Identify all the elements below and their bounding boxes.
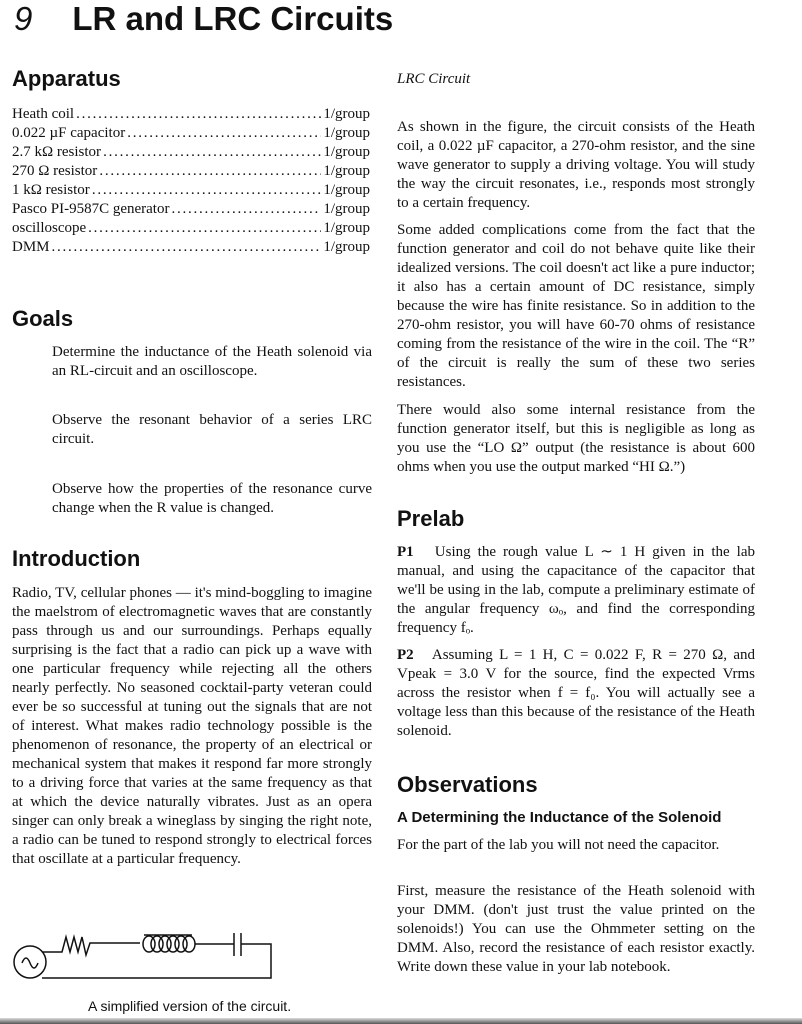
apparatus-qty: 1/group bbox=[323, 239, 370, 255]
goal-item: Observe the resonant behavior of a series LRC circuit. bbox=[52, 412, 372, 447]
page-edge bbox=[0, 1018, 802, 1024]
dot-leader bbox=[171, 200, 321, 219]
lrc-paragraph: Some added complications come from the fact that the function generator and coil do not behave quite like their idealized versions. The coil doesn't act like a pure inductor; it also has a certain amount of DC resistance, simply because the wire has finite resistance. So in addition to the 270-ohm resistor, you will have 60-70 ohms of resistance coming from the resistance of the wire in the coil. The “R” of the circuit is really the sum of these two series resistances. bbox=[397, 222, 755, 390]
apparatus-item bbox=[12, 124, 370, 143]
apparatus-item bbox=[12, 200, 370, 219]
circuit-diagram bbox=[12, 925, 282, 985]
apparatus-item bbox=[12, 238, 370, 257]
dot-leader bbox=[76, 105, 321, 124]
observations-paragraph: First, measure the resistance of the Heath solenoid with your DMM. (don't just trust the value printed on the solenoids!) You can use the Ohmmeter setting on the DMM. Also, record the resistance of each resistor exactly. Write down these value in your lab notebook. bbox=[397, 883, 755, 975]
goals-heading: Goals bbox=[12, 306, 74, 331]
dot-leader bbox=[52, 238, 322, 257]
goal-item: Determine the inductance of the Heath solenoid via an RL-circuit and an oscilloscope. bbox=[52, 344, 372, 379]
prelab-item-p1: P1 Using the rough value L ∼ 1 H given in the lab manual, and using the capacitance of the capacitor that we'll be using in the lab, compute a preliminary estimate of the angular frequency ωₒ, and find the corresponding frequency fₒ. bbox=[397, 544, 756, 636]
apparatus-name: 0.022 µF capacitor bbox=[12, 125, 126, 141]
prelab-item-p2: P2 Assuming L = 1 H, C = 0.022 F, R = 270 Ω, and Vpeak = 3.0 V for the source, find the expected Vrms across the resistor when f = f₀. You will actually see a voltage less than this because of the resistance of the Heath solenoid. bbox=[397, 647, 755, 739]
apparatus-qty: 1/group bbox=[323, 106, 370, 122]
chapter-title: 9 LR and LRC Circuits bbox=[14, 0, 394, 37]
capacitor-icon bbox=[234, 933, 241, 956]
apparatus-name: 1 kΩ resistor bbox=[12, 182, 90, 198]
apparatus-qty: 1/group bbox=[323, 220, 370, 236]
dot-leader bbox=[88, 219, 321, 238]
apparatus-heading: Apparatus bbox=[12, 66, 121, 91]
apparatus-name: Pasco PI-9587C generator bbox=[12, 201, 170, 217]
apparatus-item bbox=[12, 143, 370, 162]
apparatus-qty: 1/group bbox=[323, 125, 370, 141]
apparatus-list bbox=[12, 105, 370, 257]
apparatus-item bbox=[12, 105, 370, 124]
resistor-icon bbox=[42, 937, 140, 955]
dot-leader bbox=[103, 143, 321, 162]
apparatus-item bbox=[12, 162, 370, 181]
apparatus-item bbox=[12, 219, 370, 238]
sine-wave-icon bbox=[22, 958, 38, 968]
apparatus-name: 2.7 kΩ resistor bbox=[12, 144, 102, 160]
apparatus-item bbox=[12, 181, 370, 200]
lrc-paragraph: There would also some internal resistance from the function generator itself, but this is negligible as long as you use the “LO Ω” output (the resistance is about 600 ohms when you use the output marked “HI Ω.”) bbox=[397, 402, 755, 475]
apparatus-name: Heath coil bbox=[12, 106, 75, 122]
apparatus-name: 270 Ω resistor bbox=[12, 163, 98, 179]
dot-leader bbox=[99, 162, 321, 181]
apparatus-qty: 1/group bbox=[323, 182, 370, 198]
apparatus-name: DMM bbox=[12, 239, 50, 255]
observations-heading: Observations bbox=[397, 772, 538, 797]
observations-paragraph: For the part of the lab you will not need the capacitor. bbox=[397, 837, 720, 853]
dot-leader bbox=[92, 181, 322, 200]
dot-leader bbox=[127, 124, 321, 143]
introduction-heading: Introduction bbox=[12, 546, 141, 571]
lrc-heading: LRC Circuit bbox=[397, 71, 471, 87]
apparatus-qty: 1/group bbox=[323, 144, 370, 160]
goal-item: Observe how the properties of the resonance curve change when the R value is changed. bbox=[52, 481, 372, 516]
apparatus-name: oscilloscope bbox=[12, 220, 87, 236]
inductor-icon bbox=[143, 935, 195, 952]
apparatus-qty: 1/group bbox=[323, 163, 370, 179]
prelab-heading: Prelab bbox=[397, 506, 465, 531]
lrc-paragraph: As shown in the figure, the circuit consists of the Heath coil, a 0.022 µF capacitor, a 270-ohm resistor, and the sine wave generator to supply a driving voltage. You will study the way the circuit resonates, i.e., responds most strongly to a certain frequency. bbox=[397, 119, 755, 211]
apparatus-qty: 1/group bbox=[323, 201, 370, 217]
figure-caption: A simplified version of the circuit. bbox=[88, 998, 292, 1014]
introduction-text: Radio, TV, cellular phones — it's mind-boggling to imagine the maelstrom of electromagnetic waves that are constantly pass through us and our surroundings. Perhaps equally surprising is the fact that a radio can pick up a wave with one particular frequency while rejecting all the others nearly perfectly. No seasoned cocktail-party veteran could ever be so successful at tuning out the signals that are not of interest. What makes radio technology possible is the phenomenon of resonance, the property of an electrical or mechanical system that makes it respond far more strongly to a driving force that varies at the same frequency as that at which the device naturally vibrates. Just as an opera singer can only break a wineglass by singing the right note, a radio can be tuned to respond strongly to electrical forces that oscillate at a particular frequency. bbox=[12, 585, 372, 867]
observations-subheading: A Determining the Inductance of the Solenoid bbox=[397, 809, 722, 826]
